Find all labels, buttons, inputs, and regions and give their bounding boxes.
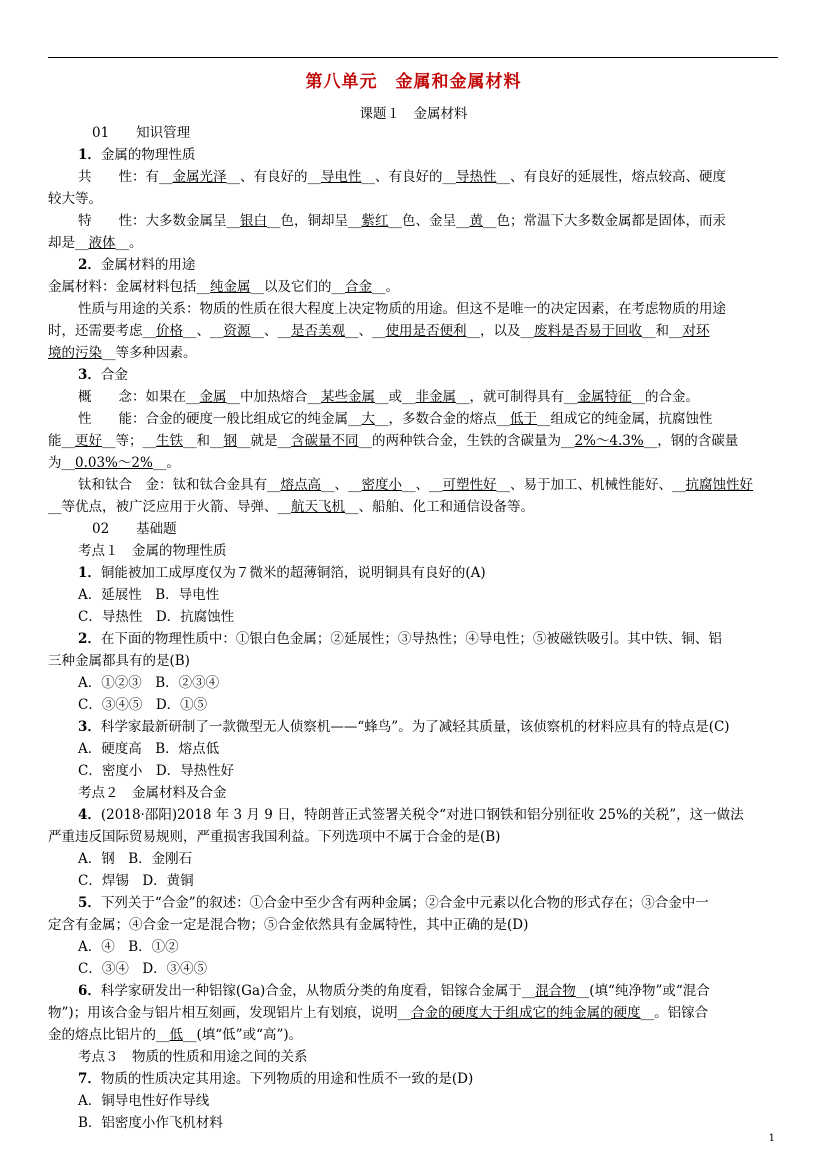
answer-text: 非金属 <box>415 389 456 405</box>
text-line <box>78 144 778 166</box>
answer-text: 生铁 <box>156 433 183 449</box>
answer-text: 某些金属 <box>321 389 375 405</box>
text-line <box>48 430 778 452</box>
line-text: (2018·邵阳)2018 年 3 月 9 日，特朗普正式签署关税令“对进口钢铁和铝分别征收 25%的关税”，这一做法 <box>100 807 744 823</box>
line-text: 知识管理 <box>109 125 191 141</box>
line-text: 5． <box>78 895 101 911</box>
line-text: __(填“低”或“高”)。 <box>183 1027 303 1043</box>
answer-text: 低于 <box>510 411 537 427</box>
line-text: 物质的性质决定其用途。下列物质的用途和性质不一致的是(D) <box>100 1071 474 1087</box>
line-text: __等；__ <box>102 433 156 449</box>
line-text: A．④ B．①② <box>78 939 179 955</box>
line-text: A．铜导电性好作导线 <box>78 1093 210 1109</box>
text-line <box>78 408 778 430</box>
line-text: C．导热性 D．抗腐蚀性 <box>78 609 235 625</box>
line-text: __，多数合金的熔点__ <box>375 411 510 427</box>
text-line <box>78 540 778 562</box>
line-text: 4． <box>78 807 101 823</box>
line-text: __的合金。 <box>631 389 699 405</box>
line-text: __或__ <box>375 389 416 405</box>
document-body <box>48 122 778 1134</box>
text-line <box>48 232 778 254</box>
line-text: C．③④⑤ D．①⑤ <box>78 697 208 713</box>
line-text: 6． <box>78 983 101 999</box>
line-text: 物”)；用该合金与铝片相互刻画，发现铝片上有划痕，说明__ <box>48 1005 412 1021</box>
text-line <box>78 782 778 804</box>
line-text: A．延展性 B．导电性 <box>78 587 220 603</box>
text-line <box>78 386 778 408</box>
line-text: 1． <box>78 147 101 163</box>
answer-text: 钢 <box>223 433 237 449</box>
line-text: __就是__ <box>237 433 291 449</box>
line-text: B．铝密度小作飞机材料 <box>78 1115 223 1131</box>
text-line <box>78 760 778 782</box>
line-text: 考点３ 物质的性质和用途之间的关系 <box>78 1049 308 1065</box>
line-text: C．密度小 D．导热性好 <box>78 763 235 779</box>
line-text: A．钢 B．金刚石 <box>78 851 193 867</box>
text-line <box>78 628 778 650</box>
line-text: 铜能被加工成厚度仅为７微米的超薄铜箔，说明铜具有良好的(A) <box>100 565 486 581</box>
page-title: 第八单元 金属和金属材料 <box>305 72 522 92</box>
line-text: 时，还需要考虑__ <box>48 323 156 339</box>
text-line <box>78 804 778 826</box>
line-text: 2． <box>78 631 101 647</box>
line-text: __色、金呈__ <box>388 213 470 229</box>
line-text: 能__ <box>48 433 75 449</box>
line-text: __色；常温下大多数金属都是固体，而汞 <box>483 213 726 229</box>
line-text: 性质与用途的关系：物质的性质在很大程度上决定物质的用途。但这不是唯一的决定因素，在考虑物质的用途 <box>78 301 726 317</box>
line-text: __。 <box>372 279 399 295</box>
line-text: __中加热熔合__ <box>226 389 321 405</box>
text-line <box>78 166 778 188</box>
line-text: __以及它们的__ <box>250 279 345 295</box>
answer-text: 价格 <box>156 323 183 339</box>
line-text: 金属材料的用途 <box>100 257 196 273</box>
page-number: 1 <box>768 1133 775 1144</box>
text-line <box>78 870 778 892</box>
line-text: 合金 <box>100 367 128 383</box>
line-text: 3． <box>78 367 101 383</box>
line-text: __、船舶、化工和通信设备等。 <box>345 499 534 515</box>
line-text: 1． <box>78 565 101 581</box>
answer-text: 熔点高 <box>280 477 321 493</box>
line-text: 科学家研发出一种铝镓(Ga)合金，从物质分类的角度看，铝镓合金属于__ <box>100 983 536 999</box>
answer-text: 金属光泽 <box>172 169 227 185</box>
line-text: 考点１ 金属的物理性质 <box>78 543 227 559</box>
text-line <box>78 122 778 144</box>
answer-text: 2%～4.3% <box>574 433 644 449</box>
text-line <box>78 210 778 232</box>
line-text: __、有良好的__ <box>361 169 456 185</box>
line-text: 概 念：如果在__ <box>78 389 200 405</box>
line-text: __。 <box>115 235 143 251</box>
answer-text: 0.03%～2% <box>75 455 153 471</box>
line-text: A．硬度高 B．熔点低 <box>78 741 220 757</box>
answer-text: 导热性 <box>456 169 497 185</box>
answer-text: 境的污染 <box>48 345 102 361</box>
text-line <box>78 694 778 716</box>
answer-text: 抗腐蚀性好 <box>685 477 753 493</box>
line-text: 3． <box>78 719 101 735</box>
line-text: __(填“纯净物”或“混合 <box>575 983 710 999</box>
line-text: 考点２ 金属材料及合金 <box>78 785 227 801</box>
line-text: 下列关于“合金”的叙述：①合金中至少含有两种金属；②合金中元素以化合物的形式存在；③合金中一 <box>100 895 709 911</box>
text-line <box>48 496 778 518</box>
answer-text: 废料是否易于回收 <box>534 323 642 339</box>
answer-text: 金属特征 <box>577 389 632 405</box>
line-text: 在下面的物理性质中：①银白色金属；②延展性；③导热性；④导电性；⑤被磁铁吸引。其中铁、铜、铝 <box>100 631 722 647</box>
line-text: __、__ <box>321 477 362 493</box>
line-text: __的两种铁合金，生铁的含碳量为__ <box>358 433 575 449</box>
answer-text: 含碳量不同 <box>291 433 359 449</box>
line-text: 科学家最新研制了一款微型无人侦察机——“蜂鸟”。为了减轻其质量，该侦察机的材料应具有的特点是(C) <box>100 719 730 735</box>
line-text: __、易于加工、机械性能好、__ <box>496 477 686 493</box>
line-text: __和__ <box>642 323 683 339</box>
line-text: __和__ <box>183 433 224 449</box>
text-line <box>78 892 778 914</box>
text-line <box>78 936 778 958</box>
line-text: 特 性：大多数金属呈__ <box>78 213 240 229</box>
text-line <box>78 958 778 980</box>
text-line <box>48 650 778 672</box>
line-text: A．①②③ B．②③④ <box>78 675 220 691</box>
line-text: __、有良好的__ <box>226 169 321 185</box>
answer-text: 纯金属 <box>210 279 251 295</box>
line-text: __，以及__ <box>466 323 534 339</box>
text-line <box>48 452 778 474</box>
text-line <box>78 584 778 606</box>
answer-text: 紫红 <box>361 213 389 229</box>
answer-text: 合金的硬度大于组成它的纯金属的硬度 <box>411 1005 641 1021</box>
line-text: __。 <box>152 455 180 471</box>
answer-text: 合金 <box>345 279 372 295</box>
line-text: __，钢的含碳量 <box>643 433 739 449</box>
line-text: __等优点，被广泛应用于火箭、导弹、__ <box>48 499 291 515</box>
text-line <box>48 276 778 298</box>
answer-text: 更好 <box>75 433 102 449</box>
line-text: __、有良好的延展性，熔点较高、硬度 <box>496 169 726 185</box>
text-line <box>78 738 778 760</box>
answer-text: 可塑性好 <box>442 477 497 493</box>
text-line <box>78 672 778 694</box>
answer-text: 液体 <box>88 235 116 251</box>
line-text: __、__ <box>183 323 224 339</box>
answer-text: 资源 <box>223 323 251 339</box>
answer-text: 黄 <box>469 213 483 229</box>
line-text: 定含有金属；④合金一定是混合物；⑤合金依然具有金属特性，其中正确的是(D) <box>48 917 529 933</box>
text-line <box>78 848 778 870</box>
text-line <box>78 1112 778 1134</box>
answer-text: 密度小 <box>361 477 402 493</box>
answer-text: 金属 <box>199 389 227 405</box>
line-text: C．③④ D．③④⑤ <box>78 961 208 977</box>
line-text: 较大等。 <box>48 191 102 207</box>
line-text: 三种金属都具有的是(B) <box>48 653 190 669</box>
line-text: __、__ <box>250 323 291 339</box>
line-text: 金的熔点比铝片的__ <box>48 1027 170 1043</box>
line-text: __。铝镓合 <box>640 1005 709 1021</box>
text-line <box>78 1068 778 1090</box>
line-text: 2． <box>78 257 101 273</box>
lesson-subtitle: 课题１ 金属材料 <box>359 106 468 122</box>
answer-text: 银白 <box>240 213 267 229</box>
text-line <box>78 1090 778 1112</box>
text-line <box>78 474 778 496</box>
answer-text: 对环 <box>682 323 710 339</box>
line-text: __、__ <box>402 477 443 493</box>
text-line <box>78 254 778 276</box>
line-text: 金属的物理性质 <box>100 147 196 163</box>
text-line <box>78 298 778 320</box>
answer-text: 航天飞机 <box>291 499 345 515</box>
text-line <box>78 1046 778 1068</box>
text-line <box>78 980 778 1002</box>
text-line <box>78 606 778 628</box>
answer-text: 低 <box>169 1027 183 1043</box>
line-text: 为__ <box>48 455 75 471</box>
answer-text: 使用是否便利 <box>385 323 467 339</box>
line-text: 7． <box>78 1071 101 1087</box>
line-text: __、__ <box>345 323 386 339</box>
line-text: 性 能：合金的硬度一般比组成它的纯金属__ <box>78 411 362 427</box>
line-text: 基础题 <box>109 521 177 537</box>
line-text: 却是__ <box>48 235 89 251</box>
line-text: __组成它的纯金属，抗腐蚀性 <box>537 411 713 427</box>
answer-text: 大 <box>361 411 375 427</box>
text-line <box>48 342 778 364</box>
line-text: __色，铜却呈__ <box>267 213 362 229</box>
line-text: 金属材料：金属材料包括__ <box>48 279 210 295</box>
line-text: __，就可制得具有__ <box>456 389 578 405</box>
text-line <box>78 364 778 386</box>
text-line <box>48 188 778 210</box>
header-rule <box>48 57 778 58</box>
answer-text: 混合物 <box>535 983 576 999</box>
text-line <box>78 716 778 738</box>
text-line <box>78 562 778 584</box>
text-line <box>48 1002 778 1024</box>
line-text: 02 <box>92 521 110 537</box>
line-text: 01 <box>92 125 110 141</box>
line-text: 共 性：有__ <box>78 169 173 185</box>
answer-text: 导电性 <box>321 169 362 185</box>
line-text: 严重违反国际贸易规则，严重损害我国利益。下列选项中不属于合金的是(B) <box>48 829 501 845</box>
text-line <box>48 1024 778 1046</box>
text-line <box>48 826 778 848</box>
line-text: 钛和钛合 金：钛和钛合金具有__ <box>78 477 281 493</box>
text-line <box>48 320 778 342</box>
answer-text: 是否美观 <box>291 323 345 339</box>
line-text: __等多种因素。 <box>102 345 197 361</box>
text-line <box>48 914 778 936</box>
line-text: C．焊锡 D．黄铜 <box>78 873 194 889</box>
text-line <box>78 518 778 540</box>
